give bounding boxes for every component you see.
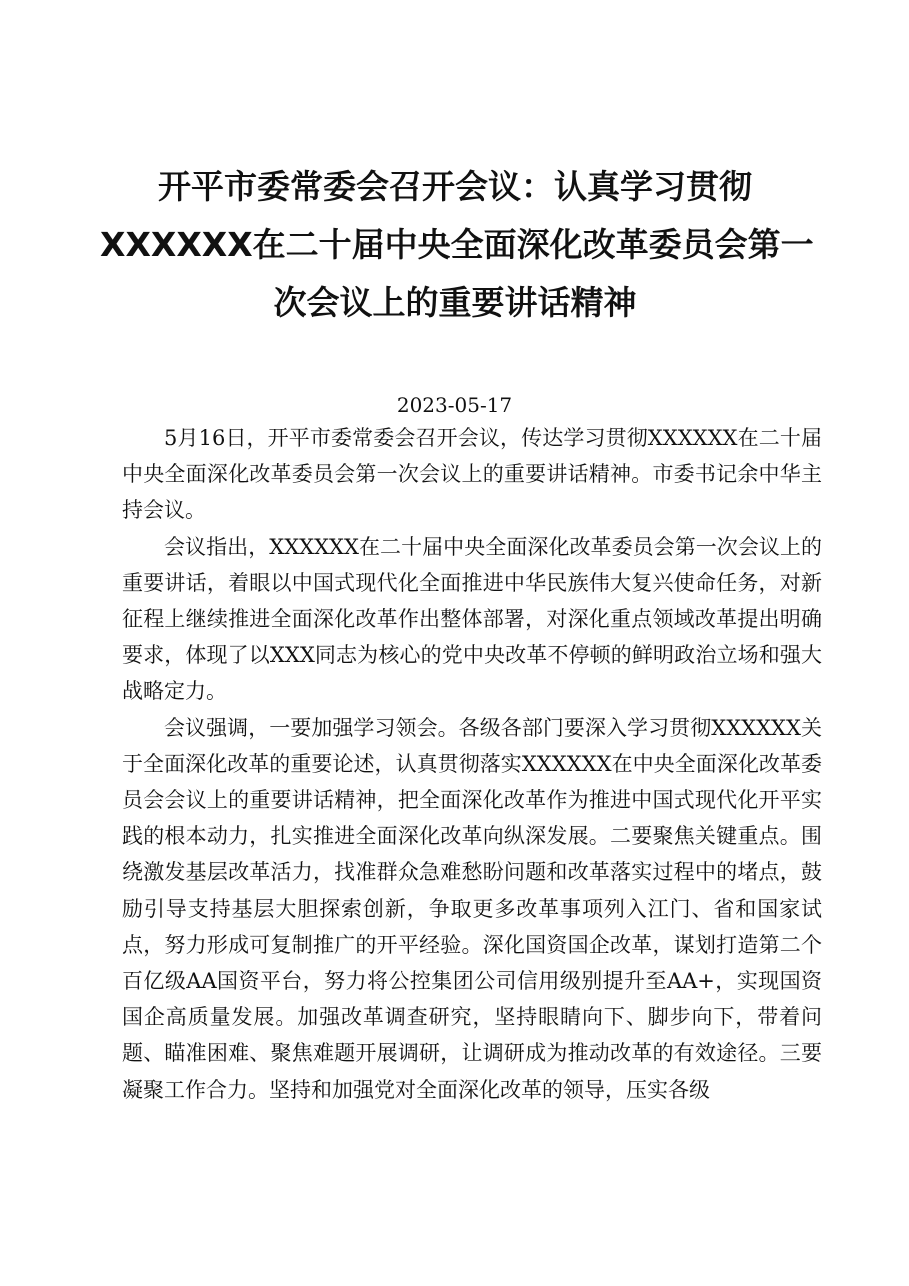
paragraph: 5月16日，开平市委常委会召开会议，传达学习贯彻XXXXXX在二十届中央全面深化改革委员会第一次会议上的重要讲话精神。市委书记余中华主持会议。	[122, 426, 822, 523]
paragraph: 会议强调，一要加强学习领会。各级各部门要深入学习贯彻XXXXXX关于全面深化改革的重要论述，认真贯彻落实XXXXXX在中央全面深化改革委员会会议上的重要讲话精神，把全面深化改革作为推进中国式现代化开平实践的根本动力，扎实推进全面深化改革向纵深发展。二要聚焦关键重点。围绕激发基层改革活力，找准群众急难愁盼问题和改革落实过程中的堵点，鼓励引导支持基层大胆探索创新，争取更多改革事项列入江门、省和国家试点，努力形成可复制推广的开平经验。深化国资国企改革，谋划打造第二个百亿级AA国资平台，努力将公控集团公司信用级别提升至AA+，实现国资国企高质量发展。加强改革调查研究，坚持眼睛向下、脚步向下，带着问题、瞄准困难、聚焦难题开展调研，让调研成为推动改革的有效途径。三要凝聚工作合力。坚持和加强党对全面深化改革的领导，压实各级	[122, 715, 822, 1102]
publish-date: 2023-05-17	[396, 393, 513, 417]
title-line: 次会议上的重要讲话精神	[273, 283, 637, 322]
article-body	[122, 420, 822, 1108]
paragraph: 会议指出，XXXXXX在二十届中央全面深化改革委员会第一次会议上的重要讲话，着眼以中国式现代化全面推进中华民族伟大复兴使命任务，对新征程上继续推进全面深化改革作出整体部署，对深化重点领域改革提出明确要求，体现了以XXX同志为核心的党中央改革不停顿的鲜明政治立场和强大战略定力。	[122, 534, 822, 704]
title-line: XXXXXX在二十届中央全面深化改革委员会第一	[100, 225, 814, 264]
document-title	[100, 158, 814, 332]
title-line: 开平市委常委会召开会议：认真学习贯彻	[158, 167, 752, 206]
